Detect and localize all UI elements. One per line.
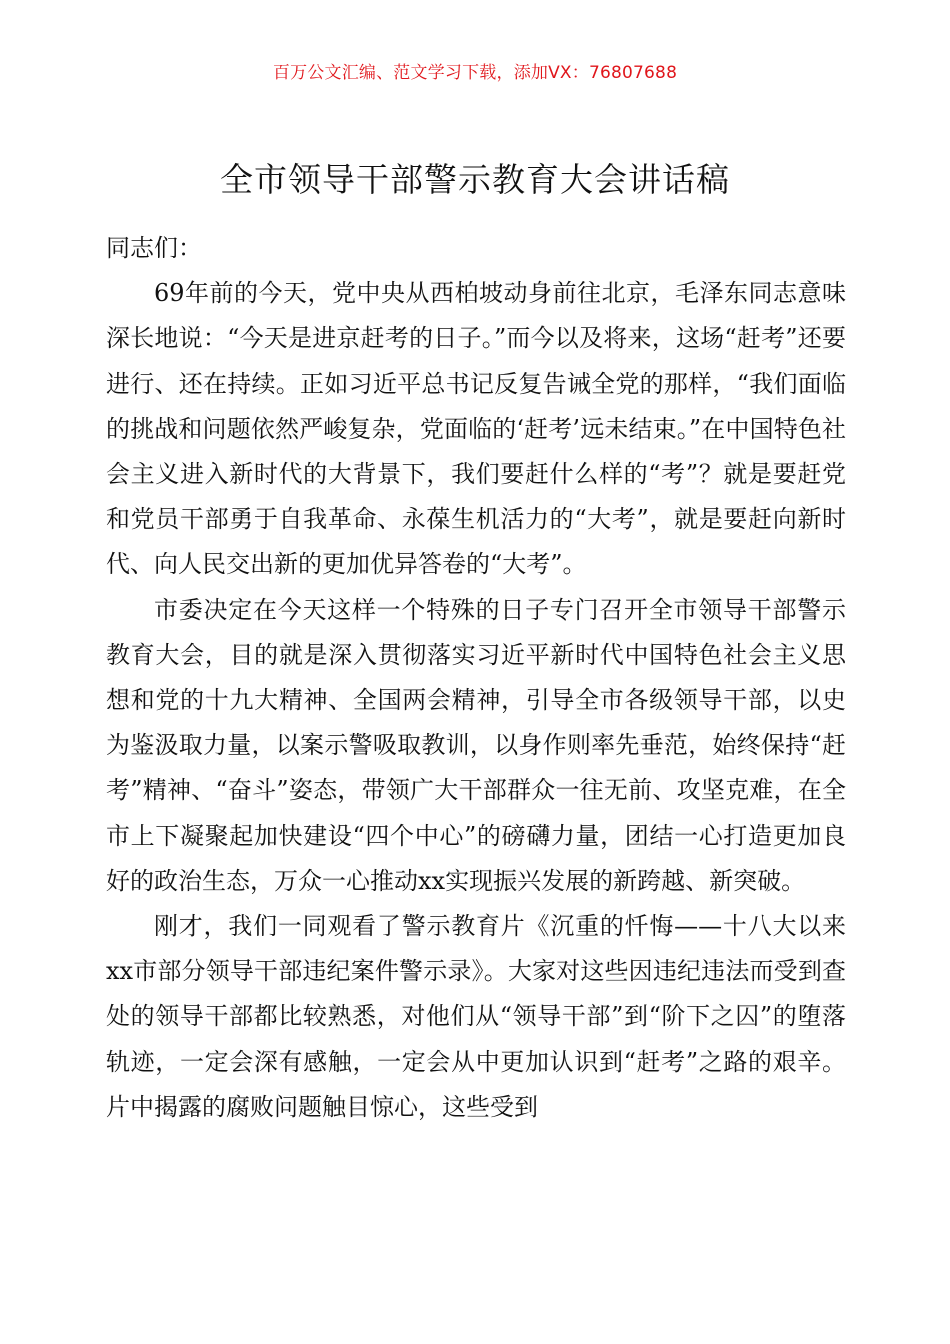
paragraph-3: 刚才，我们一同观看了警示教育片《沉重的忏悔——十八大以来xx市部分领导干部违纪案件警示录》。大家对这些因违纪违法而受到查处的领导干部都比较熟悉，对他们从“领导干部”到“阶下之囚”的堕落轨迹，一定会深有感触，一定会从中更加认识到“赶考”之路的艰辛。片中揭露的腐败问题触目惊心，这些受到 bbox=[106, 912, 846, 1121]
salutation: 同志们： bbox=[106, 234, 202, 262]
paragraph-1: 69年前的今天，党中央从西柏坡动身前往北京，毛泽东同志意味深长地说：“今天是进京赶考的日子。”而今以及将来，这场“赶考”还要进行、还在持续。正如习近平总书记反复告诫全党的那样，“我们面临的挑战和问题依然严峻复杂，党面临的‘赶考’远未结束。”在中国特色社会主义进入新时代的大背景下，我们要赶什么样的“考”？就是要赶党和党员干部勇于自我革命、永葆生机活力的“大考”，就是要赶向新时代、向人民交出新的更加优异答卷的“大考”。 bbox=[106, 279, 846, 579]
document-title: 全市领导干部警示教育大会讲话稿 bbox=[220, 160, 730, 199]
header-contact-note: 百万公文汇编、范文学习下载，添加VX：76807688 bbox=[272, 63, 678, 83]
document-body bbox=[106, 226, 846, 1130]
paragraph-2: 市委决定在今天这样一个特殊的日子专门召开全市领导干部警示教育大会，目的就是深入贯彻落实习近平新时代中国特色社会主义思想和党的十九大精神、全国两会精神，引导全市各级领导干部，以史为鉴汲取力量，以案示警吸取教训，以身作则率先垂范，始终保持“赶考”精神、“奋斗”姿态，带领广大干部群众一往无前、攻坚克难，在全市上下凝聚起加快建设“四个中心”的磅礴力量，团结一心打造更加良好的政治生态，万众一心推动xx实现振兴发展的新跨越、新突破。 bbox=[106, 595, 846, 895]
